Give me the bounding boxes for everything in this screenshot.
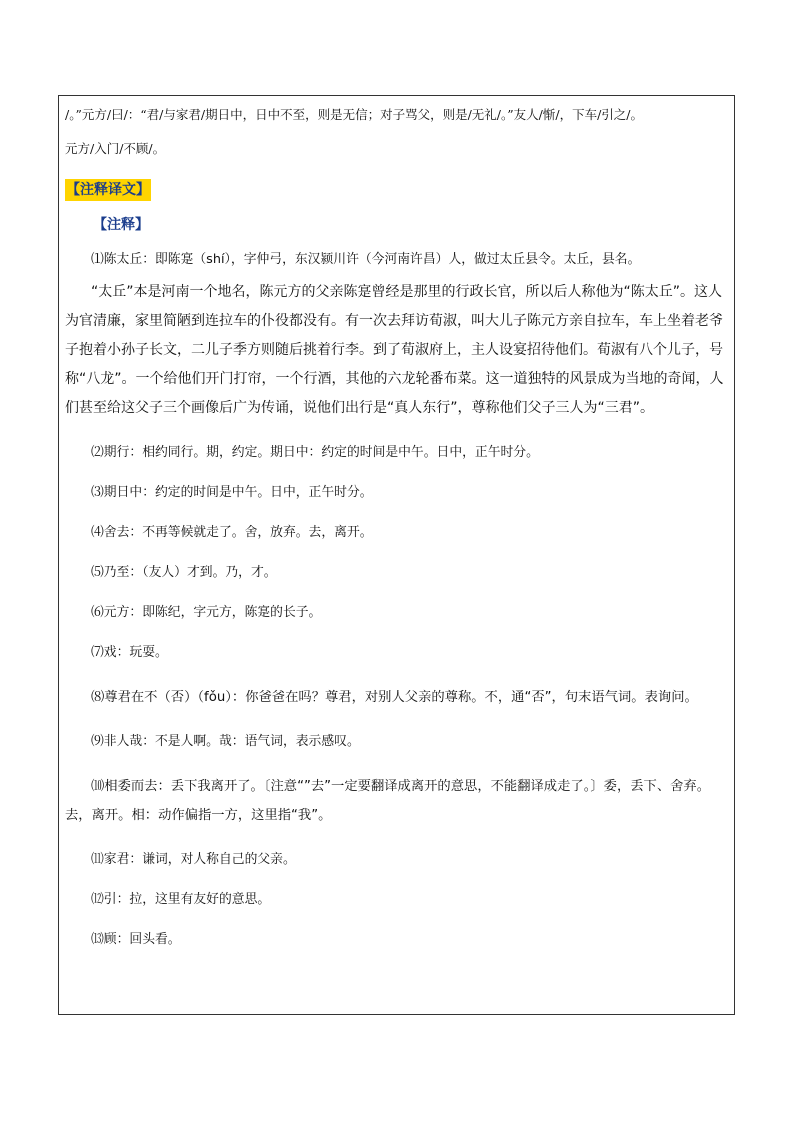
note-item: ⑸乃至：（友人）才到。乃，才。 (91, 565, 277, 580)
note-item: ⑻尊君在不（否）（fǒu）：你爸爸在吗？尊君，对别人父亲的尊称。不，通“否”，句末语气词。表询问。 (91, 690, 698, 705)
section-heading-label: 【注释译文】 (65, 179, 151, 201)
original-text-line-1: /。”元方/曰/：“君/与家君/期日中，日中不至，则是无信；对子骂父，则是/无礼/。”友人/惭/，下车/引之/。 (65, 107, 643, 122)
document-content (65, 101, 728, 950)
note-item: ⒀顾：回头看。 (91, 932, 181, 947)
note-item: ⑿引：拉，这里有友好的意思。 (91, 892, 271, 907)
document-frame (58, 95, 735, 1015)
note-item: ⑺戏：玩耍。 (91, 645, 168, 660)
note-item: ⑴陈太丘：即陈寔（shí），字仲弓，东汉颍川许（今河南许昌）人，做过太丘县令。太丘，县名。 (91, 252, 641, 267)
notes-subheading: 【注释】 (93, 217, 149, 233)
section-heading (65, 179, 728, 203)
note-item: ⑵期行：相约同行。期，约定。期日中：约定的时间是中午。日中，正午时分。 (91, 445, 539, 460)
original-text-line-2: 元方/入门/不顾/。 (65, 141, 166, 156)
note-item: ⑼非人哉：不是人啊。哉：语气词，表示感叹。 (91, 734, 360, 749)
note-item: ⑽相委而去：丢下我离开了。〔注意“”去”一定要翻译成离开的意思，不能翻译成走了。〕委，丢下、舍弃。去，离开。相：动作偏指一方，这里指“我”。 (65, 779, 711, 823)
note-item: ⑷舍去：不再等候就走了。舍，放弃。去，离开。 (91, 525, 373, 540)
note-item: ⑾家君：谦词，对人称自己的父亲。 (91, 852, 296, 867)
note-item: ⑶期日中：约定的时间是中午。日中，正午时分。 (91, 485, 373, 500)
note-paragraph: “太丘”本是河南一个地名，陈元方的父亲陈寔曾经是那里的行政长官，所以后人称他为“陈太丘”。这人为官清廉，家里简陋到连拉车的仆役都没有。有一次去拜访荀淑，叫大儿子陈元方亲自拉车，车上坐着老爷子抱着小孙子长文，二儿子季方则随后挑着行李。到了荀淑府上，主人设宴招待他们。荀淑有八个儿子，号称“八龙”。一个给他们开门打帘，一个行酒，其他的六龙轮番布菜。这一道独特的风景成为当地的奇闻，人们甚至给这父子三个画像后广为传诵，说他们出行是“真人东行”，尊称他们父子三人为“三君”。 (65, 284, 724, 416)
note-item: ⑹元方：即陈纪，字元方，陈寔的长子。 (91, 605, 322, 620)
